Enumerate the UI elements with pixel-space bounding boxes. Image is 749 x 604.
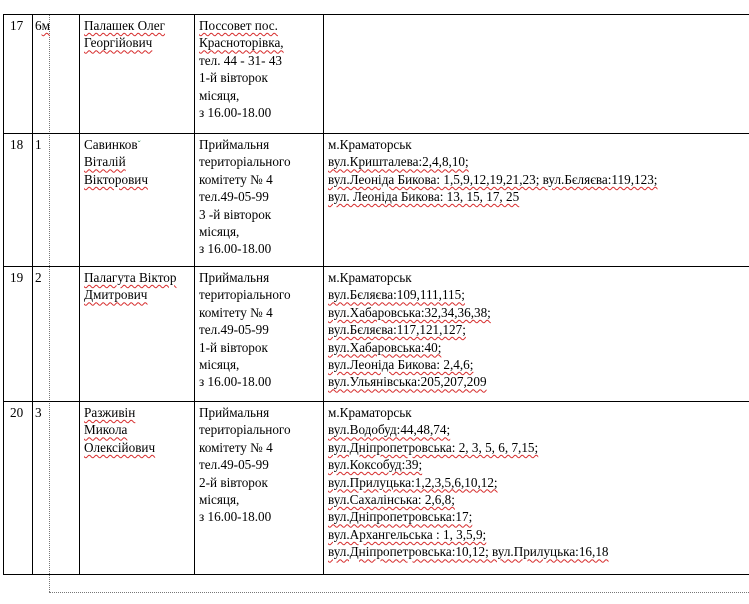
- table-row: [4, 15, 749, 134]
- name-line: Дмитрович: [84, 287, 148, 303]
- name-line: Віталій: [84, 154, 126, 170]
- row-number: 20: [4, 402, 33, 575]
- reception-line: Поссовет пос.: [199, 18, 278, 33]
- reception-line: 2-й вівторок: [199, 474, 268, 490]
- reception-line: тел.49-05-99: [199, 189, 269, 205]
- name-line: Разживін: [84, 405, 136, 420]
- reception-line: тел. 44 - 31- 43: [199, 52, 283, 68]
- reception-line: Приймальня: [199, 405, 270, 420]
- street-line: вул.Леоніда Бикова: 2,4,6;: [328, 357, 474, 373]
- street-line: вул.Коксобуд:39;: [328, 457, 423, 473]
- street-line: вул.Кришталева:2,4,8,10;: [328, 154, 469, 170]
- reception-line: територіального: [199, 287, 291, 303]
- street-line: м.Краматорськ: [328, 270, 412, 285]
- district-number: [33, 134, 80, 267]
- row-number: 17: [4, 15, 33, 134]
- district-suffix: м: [41, 18, 50, 33]
- street-line: вул.Архангельська : 1, 3,5,9;: [328, 526, 487, 542]
- deputies-reception-table: [3, 14, 749, 575]
- street-line: м.Краматорськ: [328, 137, 412, 152]
- district-number: [33, 15, 80, 134]
- deputy-name: [80, 402, 195, 575]
- street-line: вул.Ульянівська:205,207,209: [328, 374, 487, 390]
- reception-info: [195, 134, 324, 267]
- district-digit: 6: [35, 18, 42, 33]
- street-line: вул.Бєляєва:117,121,127;: [328, 322, 466, 338]
- street-line: вул.Сахалінська: 2,6,8;: [328, 492, 455, 508]
- district-number: [33, 267, 80, 402]
- table-row: [4, 402, 749, 575]
- street-line: вул.Бєляєва:109,111,115;: [328, 287, 465, 303]
- reception-line: 1-й вівторок: [199, 339, 268, 355]
- street-line: вул.Водобуд:44,48,74;: [328, 422, 451, 438]
- streets-list: [324, 267, 749, 402]
- streets-list: [324, 402, 749, 575]
- table-row: [4, 267, 749, 402]
- row-number: 19: [4, 267, 33, 402]
- street-line: вул.Дніпропетровська: 2, 3, 5, 6, 7,15;: [328, 439, 539, 455]
- name-line: Савинков ˇ: [84, 137, 141, 152]
- table-row: [4, 134, 749, 267]
- street-line: вул.Дніпропетровська:10,12; вул.Прилуцька:16,18: [328, 544, 609, 560]
- reception-line: комітету № 4: [199, 439, 273, 455]
- name-line: Олексійович: [84, 439, 156, 455]
- spellcheck-mark: ˇ: [137, 139, 141, 149]
- street-line: вул.Дніпропетровська:17;: [328, 509, 473, 525]
- name-line: Микола: [84, 422, 128, 438]
- street-line: вул.Хабаровська:40;: [328, 339, 442, 355]
- street-line: вул.Хабаровська:32,34,36,38;: [328, 304, 491, 320]
- deputy-name: [80, 134, 195, 267]
- reception-info: [195, 402, 324, 575]
- name-line: Георгійович: [84, 35, 153, 51]
- district-digit: 3: [35, 405, 42, 420]
- street-line: вул.Прилуцька:1,2,3,5,6,10,12;: [328, 474, 498, 490]
- street-line: вул. Леоніда Бикова: 13, 15, 17, 25: [328, 189, 520, 205]
- reception-line: Красноторівка,: [199, 35, 284, 51]
- street-line: вул.Леоніда Бикова: 1,5,9,12,19,21,23; вул.Бєляєва:119,123;: [328, 171, 658, 187]
- reception-line: з 16.00-18.00: [199, 374, 272, 390]
- streets-list: [324, 15, 749, 134]
- reception-line: з 16.00-18.00: [199, 241, 272, 257]
- reception-line: 3 -й вівторок: [199, 206, 272, 222]
- row-number: 18: [4, 134, 33, 267]
- name-line: Вікторович: [84, 171, 148, 187]
- reception-line: 1-й вівторок: [199, 70, 268, 86]
- reception-line: місяця,: [199, 224, 240, 240]
- reception-line: Приймальня: [199, 137, 270, 152]
- reception-line: територіального: [199, 422, 291, 438]
- streets-list: [324, 134, 749, 267]
- reception-line: з 16.00-18.00: [199, 509, 272, 525]
- reception-line: комітету № 4: [199, 304, 273, 320]
- deputy-name: [80, 267, 195, 402]
- district-digit: 1: [35, 137, 42, 152]
- reception-line: з 16.00-18.00: [199, 105, 272, 121]
- reception-line: місяця,: [199, 87, 240, 103]
- district-digit: 2: [35, 270, 42, 285]
- reception-line: Приймальня: [199, 270, 270, 285]
- district-number: [33, 402, 80, 575]
- reception-line: територіального: [199, 154, 291, 170]
- reception-info: [195, 267, 324, 402]
- reception-line: місяця,: [199, 357, 240, 373]
- reception-line: тел.49-05-99: [199, 457, 269, 473]
- name-line: Палагута Віктор: [84, 270, 177, 285]
- reception-line: комітету № 4: [199, 171, 273, 187]
- reception-line: місяця,: [199, 492, 240, 508]
- reception-info: [195, 15, 324, 134]
- name-line: Палашек Олег: [84, 18, 166, 33]
- margin-guide-horizontal: [49, 592, 749, 593]
- deputy-name: [80, 15, 195, 134]
- street-line: м.Краматорськ: [328, 405, 412, 420]
- reception-line: тел.49-05-99: [199, 322, 269, 338]
